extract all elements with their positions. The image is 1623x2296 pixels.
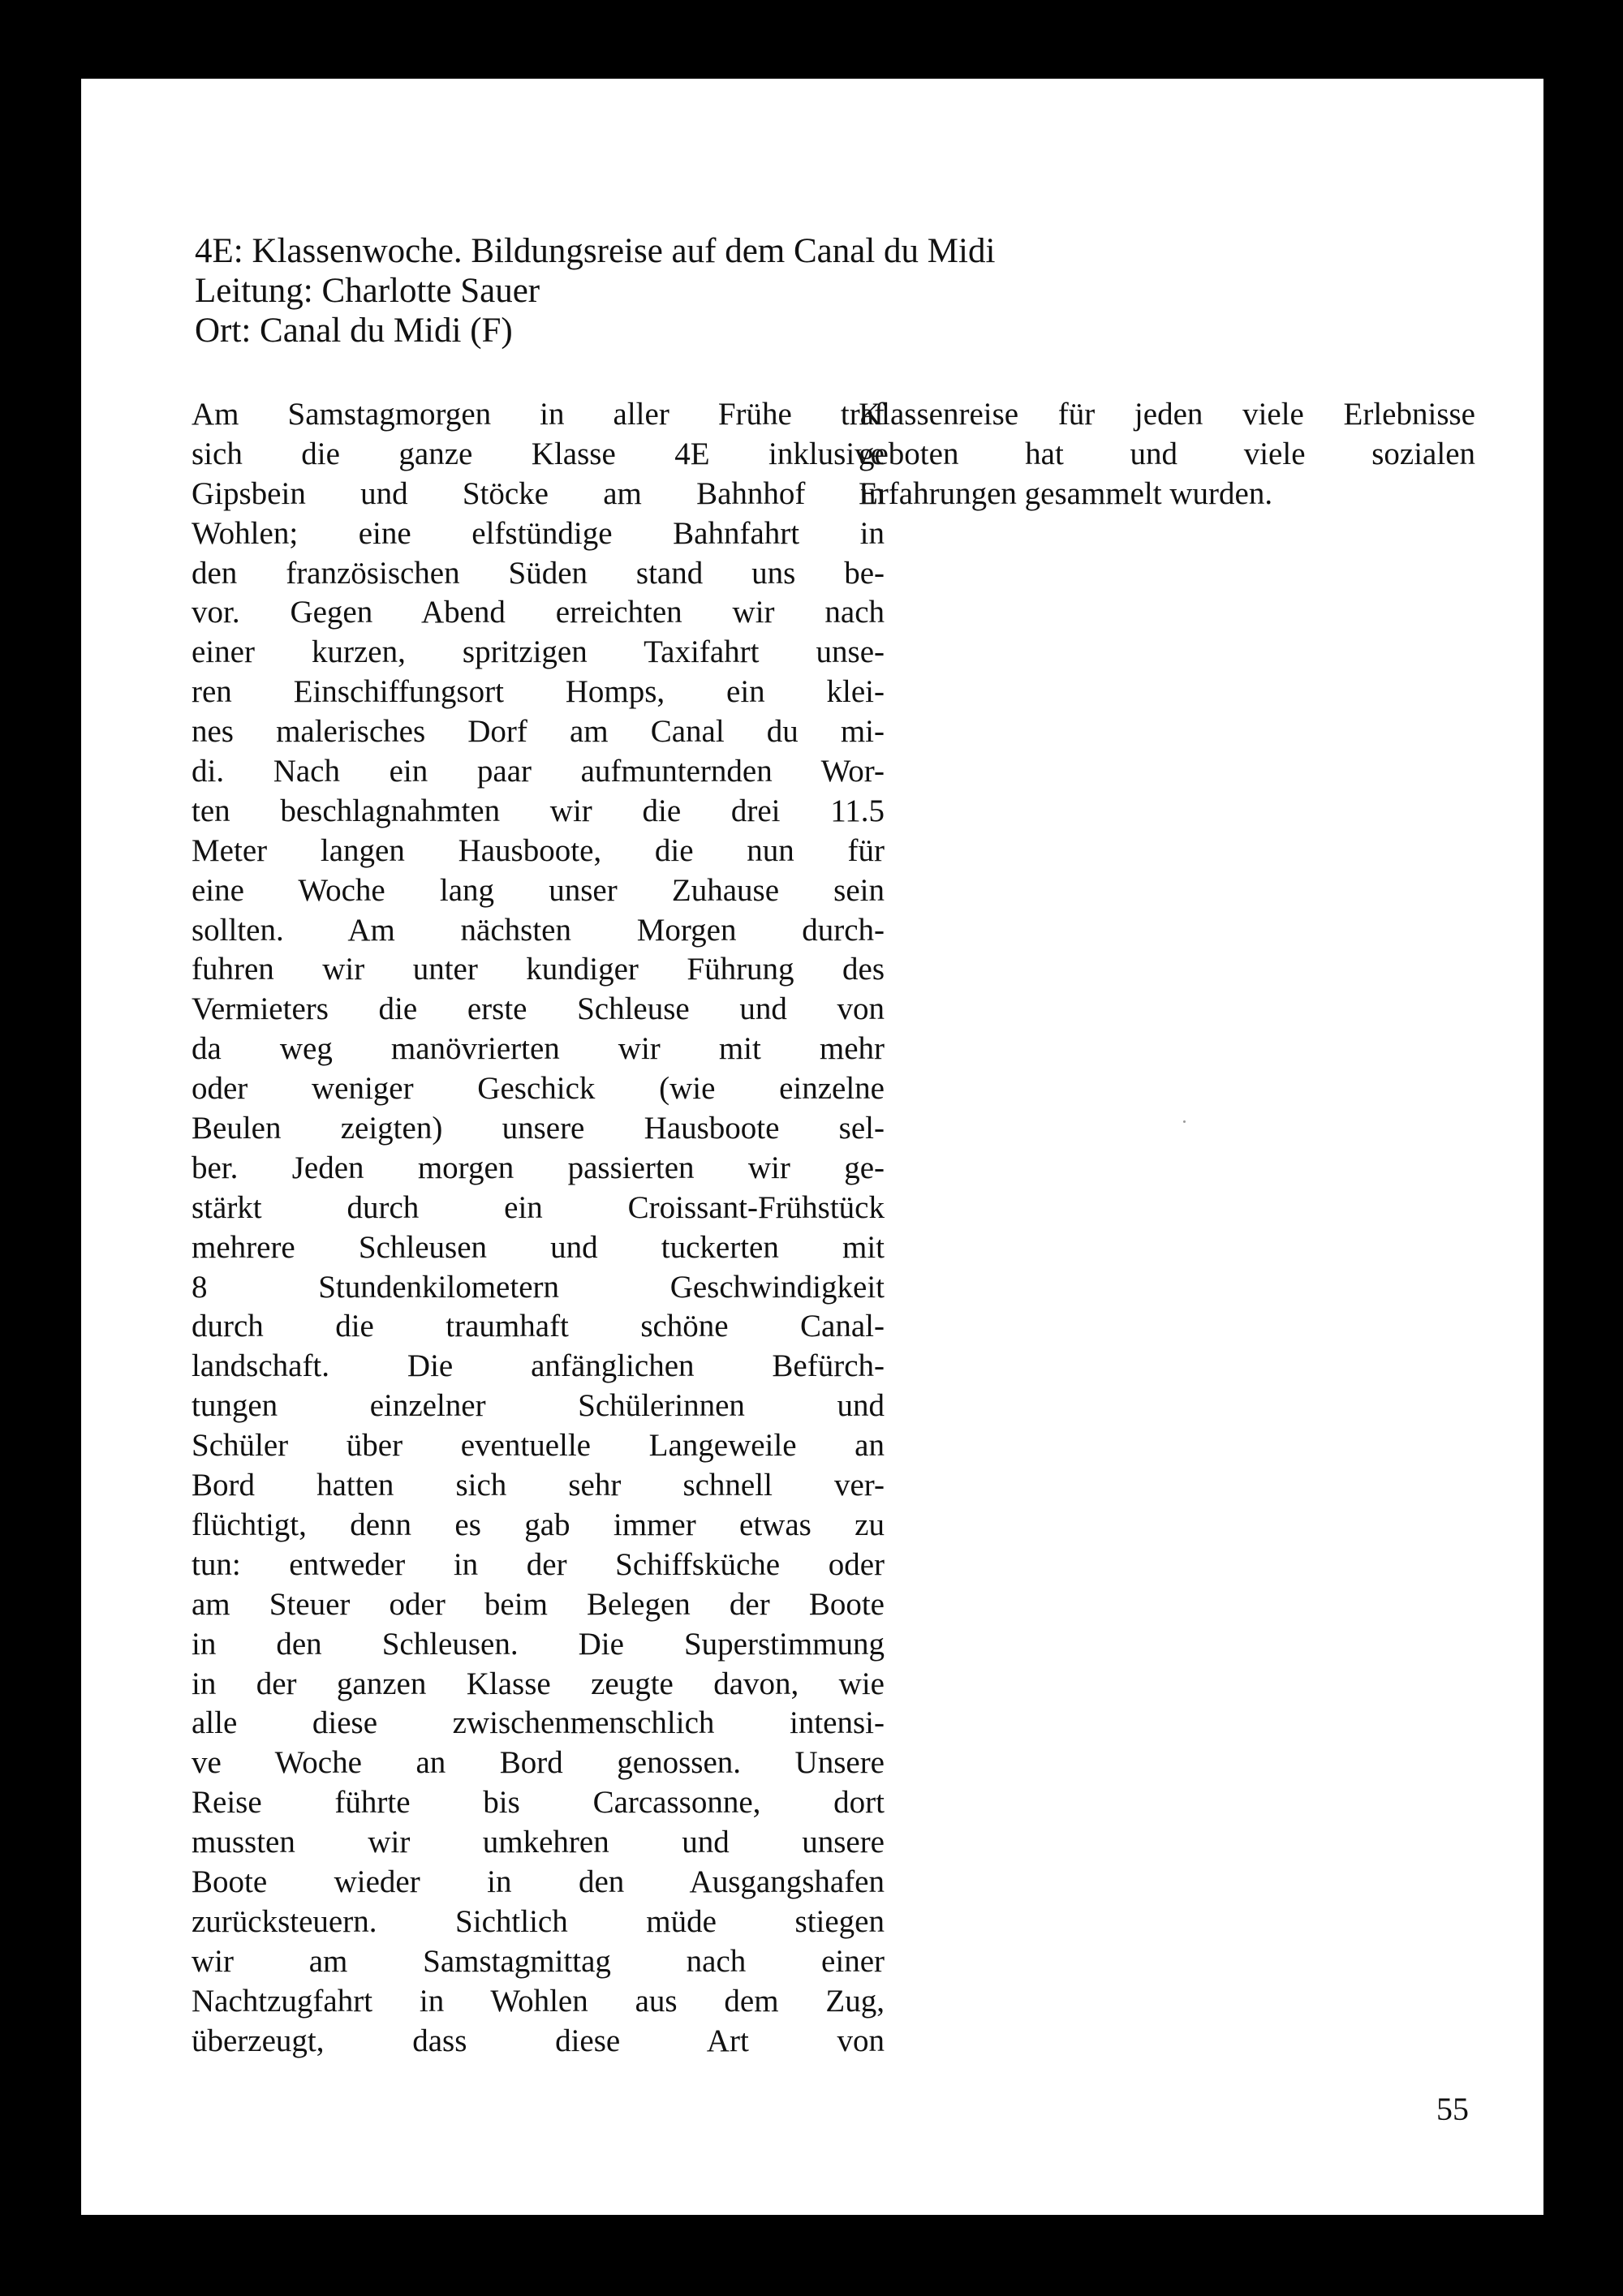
text-line: Gipsbein und Stöcke am Bahnhof in xyxy=(192,475,885,511)
text-line: Erfahrungen gesammelt wurden. xyxy=(859,475,1273,511)
text-line: tun: entweder in der Schiffsküche oder xyxy=(192,1546,885,1582)
text-line: überzeugt, dass diese Art von xyxy=(192,2023,885,2058)
text-line: stärkt durch ein Croissant-Frühstück xyxy=(192,1189,885,1225)
text-line: mussten wir umkehren und unsere xyxy=(192,1825,885,1860)
text-line: ren Einschiffungsort Homps, ein klei- xyxy=(192,674,885,710)
text-line: da weg manövrierten wir mit mehr xyxy=(192,1031,885,1067)
text-line: 8 Stundenkilometern Geschwindigkeit xyxy=(192,1269,885,1305)
text-line: sollten. Am nächsten Morgen durch- xyxy=(192,912,885,948)
text-line: tungen einzelner Schülerinnen und xyxy=(192,1388,885,1424)
text-line: ten beschlagnahmten wir die drei 11.5 xyxy=(192,793,885,828)
text-line: ve Woche an Bord genossen. Unsere xyxy=(192,1745,885,1781)
text-line: Nachtzugfahrt in Wohlen aus dem Zug, xyxy=(192,1983,885,2019)
text-line: di. Nach ein paar aufmunternden Wor- xyxy=(192,754,885,789)
text-line: Bord hatten sich sehr schnell ver- xyxy=(192,1468,885,1503)
text-line: mehrere Schleusen und tuckerten mit xyxy=(192,1229,885,1265)
text-line: Schüler über eventuelle Langeweile an xyxy=(192,1428,885,1464)
text-line: wir am Samstagmittag nach einer xyxy=(192,1943,885,1979)
text-line: Beulen zeigten) unsere Hausboote sel- xyxy=(192,1111,885,1146)
text-line: zurücksteuern. Sichtlich müde stiegen xyxy=(192,1903,885,1939)
text-line: Boote wieder in den Ausgangshafen xyxy=(192,1864,885,1899)
text-line: fuhren wir unter kundiger Führung des xyxy=(192,952,885,987)
text-line: sich die ganze Klasse 4E inklusive xyxy=(192,436,885,471)
text-line: in den Schleusen. Die Superstimmung xyxy=(192,1626,885,1662)
ort-line: Ort: Canal du Midi (F) xyxy=(195,312,513,350)
text-line: einer kurzen, spritzigen Taxifahrt unse- xyxy=(192,634,885,670)
body-column-left xyxy=(192,395,885,2061)
page-number: 55 xyxy=(1436,2091,1469,2127)
text-line: am Steuer oder beim Belegen der Boote xyxy=(192,1586,885,1622)
text-line: Am Samstagmorgen in aller Frühe traf xyxy=(192,397,885,432)
text-line: geboten hat und viele sozialen xyxy=(859,436,1475,471)
text-line: flüchtigt, denn es gab immer etwas zu xyxy=(192,1507,885,1542)
text-line: den französischen Süden stand uns be- xyxy=(192,555,885,591)
article-title: 4E: Klassenwoche. Bildungsreise auf dem Canal du Midi xyxy=(195,232,996,270)
text-line: ber. Jeden morgen passierten wir ge- xyxy=(192,1150,885,1185)
text-line: Wohlen; eine elfstündige Bahnfahrt in xyxy=(192,515,885,551)
body-column-right xyxy=(859,395,1475,514)
document-page xyxy=(81,79,1543,2215)
text-line: Vermieters die erste Schleuse und von xyxy=(192,991,885,1027)
text-line: Klassenreise für jeden viele Erlebnisse xyxy=(859,397,1475,432)
text-line: vor. Gegen Abend erreichten wir nach xyxy=(192,595,885,630)
scan-speck xyxy=(1183,1120,1186,1123)
text-line: eine Woche lang unser Zuhause sein xyxy=(192,872,885,908)
text-line: Reise führte bis Carcassonne, dort xyxy=(192,1785,885,1821)
text-line: Meter langen Hausboote, die nun für xyxy=(192,832,885,868)
text-line: alle diese zwischenmenschlich intensi- xyxy=(192,1705,885,1741)
text-line: durch die traumhaft schöne Canal- xyxy=(192,1309,885,1344)
article-heading xyxy=(195,231,995,350)
text-line: landschaft. Die anfänglichen Befürch- xyxy=(192,1348,885,1384)
text-line: in der ganzen Klasse zeugte davon, wie xyxy=(192,1666,885,1701)
text-line: oder weniger Geschick (wie einzelne xyxy=(192,1071,885,1107)
leitung-line: Leitung: Charlotte Sauer xyxy=(195,272,540,310)
text-line: nes malerisches Dorf am Canal du mi- xyxy=(192,714,885,750)
